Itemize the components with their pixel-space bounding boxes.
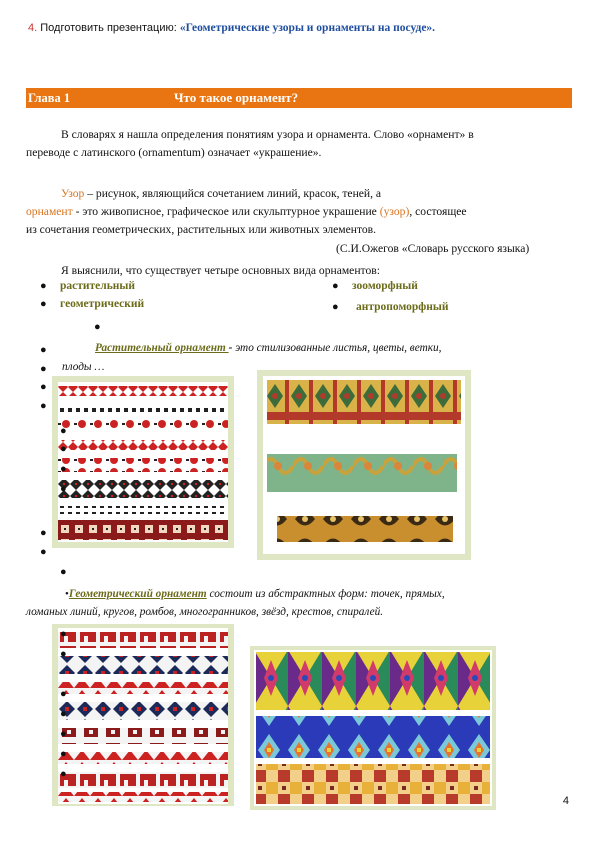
embroidery-bands-image bbox=[58, 382, 228, 542]
bullet-icon: ● bbox=[40, 381, 47, 393]
bullet-icon: ● bbox=[40, 363, 47, 375]
bullet-icon: ● bbox=[60, 648, 67, 660]
geometric-ornament-image-frame bbox=[250, 646, 496, 810]
bullet-icon: ● bbox=[60, 728, 67, 740]
page-number: 4 bbox=[562, 795, 569, 807]
type-label: растительный bbox=[60, 280, 136, 292]
bullet-icon: ● bbox=[60, 566, 67, 578]
plant-dash: - bbox=[228, 342, 236, 354]
geometric-embroidery-frame bbox=[52, 624, 234, 806]
bullet-icon: ● bbox=[60, 443, 67, 455]
bullet-icon: ● bbox=[60, 768, 67, 780]
task-text: Подготовить презентацию: bbox=[40, 22, 180, 34]
plant-text-2: плоды … bbox=[62, 361, 105, 373]
bullet-icon: ● bbox=[40, 280, 47, 292]
task-number: 4. bbox=[28, 22, 38, 34]
geometric-term: Геометрический орнамент bbox=[68, 588, 207, 600]
bullet-icon: ● bbox=[60, 628, 67, 640]
bullet-icon: ● bbox=[40, 298, 47, 310]
plant-text: это стилизованные листья, цветы, ветки, bbox=[235, 342, 442, 354]
bullet-icon: ● bbox=[60, 463, 67, 475]
bullet-icon: ● bbox=[60, 708, 67, 720]
geometric-text: состоит из абстрактных форм: точек, прямых, bbox=[206, 588, 445, 600]
types-intro: Я выяснили, что существует четыре основных вида орнаментов: bbox=[61, 264, 380, 277]
chapter-heading bbox=[26, 88, 572, 108]
plant-ornament-image-frame bbox=[257, 370, 471, 560]
ornament-text-2: , состоящее bbox=[409, 205, 467, 218]
plant-description bbox=[95, 342, 442, 354]
uzor-text: – рисунок, являющийся сочетанием линий, красок, теней, а bbox=[84, 187, 382, 200]
chapter-label: Глава 1 bbox=[28, 91, 71, 105]
bullet-icon: ● bbox=[94, 321, 101, 333]
uzor-word: Узор bbox=[61, 187, 85, 200]
bullet-icon: ● bbox=[60, 748, 67, 760]
bullet-icon: ● bbox=[40, 400, 47, 412]
plant-term: Растительный орнамент bbox=[95, 342, 229, 354]
task-line bbox=[28, 22, 435, 34]
task-title: «Геометрические узоры и орнаменты на посуде». bbox=[179, 22, 436, 34]
ornament-text-1: - это живописное, графическое или скульптурное украшение bbox=[72, 205, 380, 218]
plant-ornament-bands-image bbox=[263, 376, 465, 554]
bullet-icon: ● bbox=[60, 483, 67, 495]
ornament-paren: (узор) bbox=[379, 205, 410, 218]
bullet-icon: ● bbox=[332, 280, 339, 292]
uzor-definition bbox=[61, 185, 381, 202]
ornament-definition bbox=[26, 203, 467, 220]
bullet-icon: ● bbox=[40, 344, 47, 356]
geometric-ornament-bands-image bbox=[254, 650, 492, 806]
source-citation: (С.И.Ожегов «Словарь русского языка) bbox=[336, 242, 530, 255]
bullet-icon: ● bbox=[40, 546, 47, 558]
ornament-definition-line-2: из сочетания геометрических, растительных или животных элементов. bbox=[26, 223, 377, 236]
ornament-word: орнамент bbox=[26, 205, 73, 218]
type-label: геометрический bbox=[60, 298, 145, 310]
geometric-description bbox=[65, 588, 445, 600]
bullet-icon: ● bbox=[332, 301, 339, 313]
intro-line-2: переводе с латинского (ornamentum) означает «украшение». bbox=[26, 146, 322, 159]
geometric-embroidery-image bbox=[58, 628, 228, 804]
bullet-icon: • bbox=[65, 588, 69, 600]
bullet-icon: ● bbox=[40, 527, 47, 539]
chapter-title: Что такое орнамент? bbox=[174, 90, 299, 105]
intro-line-1: В словарях я нашла определения понятиям узора и орнамента. Слово «орнамент» в bbox=[61, 128, 474, 141]
bullet-icon: ● bbox=[60, 425, 67, 437]
geometric-text-2: ломаных линий, кругов, ромбов, многогранников, звёзд, крестов, спиралей. bbox=[26, 606, 384, 618]
type-label: зооморфный bbox=[352, 280, 418, 292]
type-label: антропоморфный bbox=[356, 301, 449, 313]
embroidery-image-frame bbox=[52, 376, 234, 548]
bullet-icon: ● bbox=[60, 688, 67, 700]
